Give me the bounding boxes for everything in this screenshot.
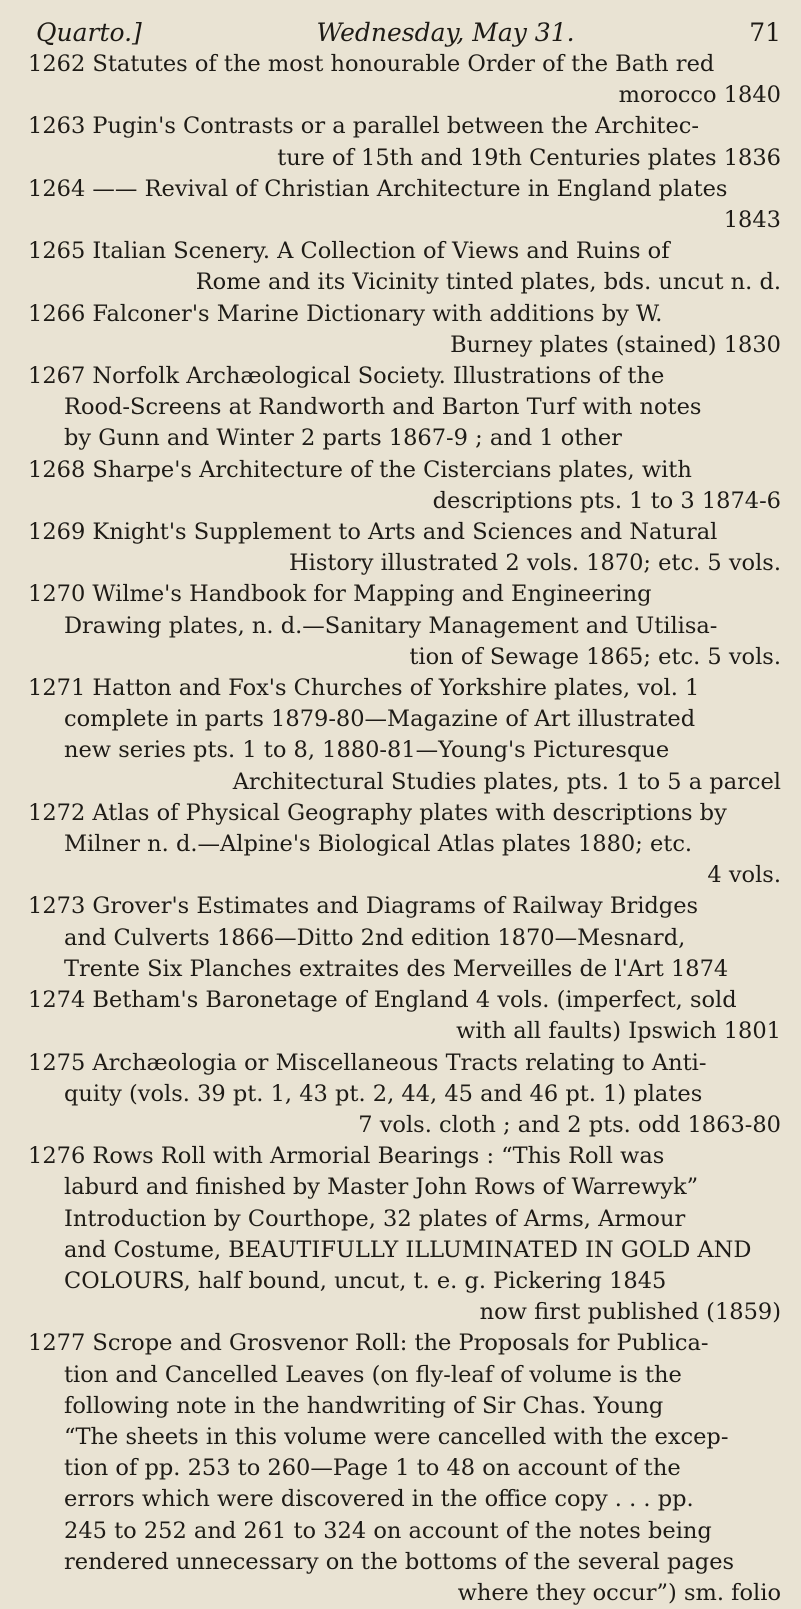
lot-continuation-line: tion of Sewage 1865; etc. 5 vols. xyxy=(409,643,781,670)
lot-entry xyxy=(28,673,781,798)
lot-continuation-line: new series pts. 1 to 8, 1880-81—Young's Picturesque xyxy=(64,737,670,764)
lot-continuation-line: ture of 15th and 19th Centuries plates 1836 xyxy=(277,144,781,171)
lot-continuation-line: descriptions pts. 1 to 3 1874-6 xyxy=(432,487,781,514)
lot-continuation-line: with all faults) Ipswich 1801 xyxy=(456,1018,781,1045)
page-number: 71 xyxy=(749,18,781,47)
lot-continuation-line: errors which were discovered in the office copy . . . pp. xyxy=(64,1486,694,1513)
lot-first-line: 1268 Sharpe's Architecture of the Cistercians plates, with xyxy=(28,456,692,483)
lot-continuation-line: now first published (1859) xyxy=(479,1299,781,1326)
lot-continuation-line: COLOURS, half bound, uncut, t. e. g. Pickering 1845 xyxy=(64,1267,667,1294)
lot-entry xyxy=(28,985,781,1047)
lot-first-line: 1276 Rows Roll with Armorial Bearings : “This Roll was xyxy=(28,1143,665,1170)
lot-continuation-line: and Culverts 1866—Ditto 2nd edition 1870—Mesnard, xyxy=(64,924,686,951)
lot-first-line: 1269 Knight's Supplement to Arts and Sciences and Natural xyxy=(28,519,718,546)
lot-continuation-line: complete in parts 1879-80—Magazine of Art illustrated xyxy=(64,706,696,733)
lot-entry xyxy=(28,236,781,298)
lot-first-line: 1272 Atlas of Physical Geography plates with descriptions by xyxy=(28,799,727,826)
lot-entry xyxy=(28,1328,781,1609)
lot-list xyxy=(28,49,781,1609)
lot-first-line: 1273 Grover's Estimates and Diagrams of Railway Bridges xyxy=(28,893,699,920)
lot-continuation-line: History illustrated 2 vols. 1870; etc. 5 vols. xyxy=(289,550,781,577)
lot-continuation-line: laburd and finished by Master John Rows of Warrewyk” xyxy=(64,1174,699,1201)
lot-continuation-line: 7 vols. cloth ; and 2 pts. odd 1863-80 xyxy=(358,1111,781,1138)
lot-entry xyxy=(28,1048,781,1142)
lot-continuation-line: tion and Cancelled Leaves (on fly-leaf of volume is the xyxy=(64,1361,682,1388)
lot-entry xyxy=(28,579,781,673)
lot-first-line: 1277 Scrope and Grosvenor Roll: the Proposals for Publica- xyxy=(28,1330,709,1357)
lot-entry xyxy=(28,174,781,236)
lot-continuation-line: Milner n. d.—Alpine's Biological Atlas plates 1880; etc. xyxy=(64,831,693,858)
header-format: Quarto.] xyxy=(36,18,142,47)
lot-continuation-line: “The sheets in this volume were cancelled with the excep- xyxy=(64,1423,729,1450)
lot-first-line: 1267 Norfolk Archæological Society. Illustrations of the xyxy=(28,363,665,390)
lot-continuation-line: where they occur”) sm. folio xyxy=(457,1579,781,1606)
lot-continuation-line: Drawing plates, n. d.—Sanitary Management and Utilisa- xyxy=(64,612,718,639)
lot-entry xyxy=(28,49,781,111)
lot-continuation-line: Architectural Studies plates, pts. 1 to 5 a parcel xyxy=(232,768,781,795)
lot-continuation-line: morocco 1840 xyxy=(618,82,781,109)
lot-continuation-line: tion of pp. 253 to 260—Page 1 to 48 on account of the xyxy=(64,1455,681,1482)
lot-first-line: 1262 Statutes of the most honourable Order of the Bath red xyxy=(28,51,715,77)
lot-continuation-line: Rood-Screens at Randworth and Barton Turf with notes xyxy=(64,394,702,421)
lot-entry xyxy=(28,455,781,517)
lot-continuation-line: Rome and its Vicinity tinted plates, bds. uncut n. d. xyxy=(195,269,781,296)
lot-first-line: 1274 Betham's Baronetage of England 4 vols. (imperfect, sold xyxy=(28,987,737,1014)
lot-entry xyxy=(28,891,781,985)
lot-entry xyxy=(28,798,781,892)
lot-first-line: 1271 Hatton and Fox's Churches of Yorkshire plates, vol. 1 xyxy=(28,675,700,702)
lot-entry xyxy=(28,361,781,455)
lot-continuation-line: 245 to 252 and 261 to 324 on account of the notes being xyxy=(64,1517,712,1544)
lot-continuation-line: Trente Six Planches extraites des Merveilles de l'Art 1874 xyxy=(64,955,729,982)
lot-continuation-line: 4 vols. xyxy=(707,862,781,889)
lot-continuation-line: rendered unnecessary on the bottoms of the several pages xyxy=(64,1548,735,1575)
lot-continuation-line: 1843 xyxy=(723,207,781,234)
lot-first-line: 1270 Wilme's Handbook for Mapping and Engineering xyxy=(28,581,652,608)
lot-entry xyxy=(28,111,781,173)
lot-first-line: 1266 Falconer's Marine Dictionary with additions by W. xyxy=(28,300,663,327)
lot-continuation-line: and Costume, BEAUTIFULLY ILLUMINATED IN GOLD AND xyxy=(64,1236,752,1263)
lot-entry xyxy=(28,1141,781,1328)
lot-continuation-line: by Gunn and Winter 2 parts 1867-9 ; and 1 other xyxy=(64,425,622,452)
lot-first-line: 1275 Archæologia or Miscellaneous Tracts relating to Anti- xyxy=(28,1049,707,1076)
lot-continuation-line: quity (vols. 39 pt. 1, 43 pt. 2, 44, 45 and 46 pt. 1) plates xyxy=(64,1080,703,1107)
header-sale-date: Wednesday, May 31. xyxy=(316,18,575,47)
lot-first-line: 1264 —— Revival of Christian Architecture in England plates xyxy=(28,175,728,202)
lot-continuation-line: following note in the handwriting of Sir Chas. Young xyxy=(64,1392,664,1419)
lot-continuation-line: Introduction by Courthope, 32 plates of Arms, Armour xyxy=(64,1205,686,1232)
lot-entry xyxy=(28,517,781,579)
lot-first-line: 1265 Italian Scenery. A Collection of Views and Ruins of xyxy=(28,238,670,265)
page-header xyxy=(28,18,781,47)
lot-continuation-line: Burney plates (stained) 1830 xyxy=(450,331,781,358)
lot-first-line: 1263 Pugin's Contrasts or a parallel between the Architec- xyxy=(28,113,699,140)
lot-entry xyxy=(28,299,781,361)
